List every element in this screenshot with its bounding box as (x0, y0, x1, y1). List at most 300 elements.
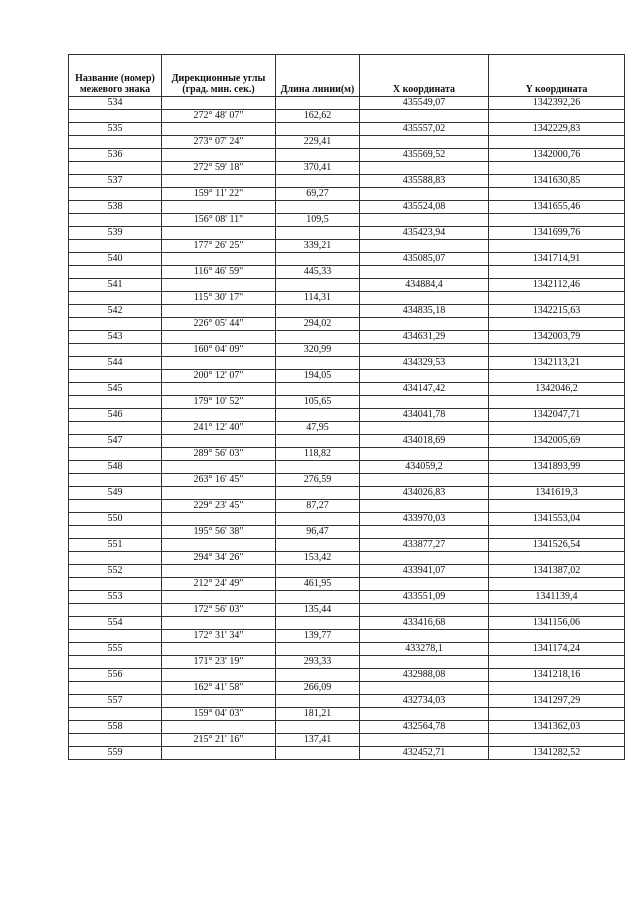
empty-cell (69, 682, 162, 695)
y-coordinate: 1342047,71 (489, 409, 625, 422)
empty-cell (489, 162, 625, 175)
empty-cell (276, 747, 360, 760)
point-name: 549 (69, 487, 162, 500)
empty-cell (489, 110, 625, 123)
empty-cell (360, 656, 489, 669)
point-name: 534 (69, 97, 162, 110)
direction-angle: 115° 30' 17" (162, 292, 276, 305)
point-row (69, 383, 625, 396)
y-coordinate: 1342392,26 (489, 97, 625, 110)
empty-cell (360, 396, 489, 409)
x-coordinate: 433941,07 (360, 565, 489, 578)
y-coordinate: 1341218,16 (489, 669, 625, 682)
empty-cell (360, 370, 489, 383)
empty-cell (162, 461, 276, 474)
direction-angle: 172° 31' 34" (162, 630, 276, 643)
empty-cell (162, 617, 276, 630)
x-coordinate: 434018,69 (360, 435, 489, 448)
empty-cell (489, 240, 625, 253)
empty-cell (276, 513, 360, 526)
line-length: 229,41 (276, 136, 360, 149)
direction-angle: 156° 08' 11" (162, 214, 276, 227)
y-coordinate: 1341893,99 (489, 461, 625, 474)
point-row (69, 149, 625, 162)
segment-row (69, 682, 625, 695)
empty-cell (360, 578, 489, 591)
table-body (69, 97, 625, 760)
x-coordinate: 435557,02 (360, 123, 489, 136)
x-coordinate: 435524,08 (360, 201, 489, 214)
point-name: 547 (69, 435, 162, 448)
header-y: Y координата (489, 55, 625, 97)
direction-angle: 200° 12' 07" (162, 370, 276, 383)
empty-cell (276, 721, 360, 734)
direction-angle: 159° 04' 03" (162, 708, 276, 721)
point-row (69, 747, 625, 760)
y-coordinate: 1342005,69 (489, 435, 625, 448)
empty-cell (276, 617, 360, 630)
empty-cell (489, 188, 625, 201)
empty-cell (360, 240, 489, 253)
x-coordinate: 435549,07 (360, 97, 489, 110)
empty-cell (489, 370, 625, 383)
direction-angle: 241° 12' 40" (162, 422, 276, 435)
point-name: 539 (69, 227, 162, 240)
line-length: 294,02 (276, 318, 360, 331)
y-coordinate: 1341174,24 (489, 643, 625, 656)
empty-cell (162, 721, 276, 734)
point-name: 543 (69, 331, 162, 344)
empty-cell (276, 253, 360, 266)
empty-cell (69, 240, 162, 253)
point-row (69, 175, 625, 188)
empty-cell (489, 500, 625, 513)
direction-angle: 116° 46' 59" (162, 266, 276, 279)
direction-angle: 289° 56' 03" (162, 448, 276, 461)
direction-angle: 171° 23' 19" (162, 656, 276, 669)
x-coordinate: 433278,1 (360, 643, 489, 656)
point-row (69, 513, 625, 526)
empty-cell (276, 227, 360, 240)
empty-cell (489, 604, 625, 617)
point-name: 553 (69, 591, 162, 604)
empty-cell (360, 474, 489, 487)
empty-cell (360, 110, 489, 123)
empty-cell (360, 214, 489, 227)
empty-cell (162, 227, 276, 240)
direction-angle: 172° 56' 03" (162, 604, 276, 617)
empty-cell (489, 214, 625, 227)
empty-cell (489, 630, 625, 643)
empty-cell (69, 604, 162, 617)
segment-row (69, 188, 625, 201)
empty-cell (69, 292, 162, 305)
point-row (69, 123, 625, 136)
point-row (69, 357, 625, 370)
line-length: 47,95 (276, 422, 360, 435)
empty-cell (162, 123, 276, 136)
x-coordinate: 433416,68 (360, 617, 489, 630)
empty-cell (69, 656, 162, 669)
empty-cell (69, 578, 162, 591)
x-coordinate: 434835,18 (360, 305, 489, 318)
empty-cell (489, 448, 625, 461)
empty-cell (360, 552, 489, 565)
empty-cell (69, 318, 162, 331)
empty-cell (276, 331, 360, 344)
empty-cell (276, 643, 360, 656)
point-row (69, 201, 625, 214)
empty-cell (162, 435, 276, 448)
point-name: 537 (69, 175, 162, 188)
segment-row (69, 214, 625, 227)
empty-cell (360, 682, 489, 695)
y-coordinate: 1341282,52 (489, 747, 625, 760)
x-coordinate: 434329,53 (360, 357, 489, 370)
empty-cell (360, 448, 489, 461)
empty-cell (276, 669, 360, 682)
direction-angle: 195° 56' 38" (162, 526, 276, 539)
segment-row (69, 266, 625, 279)
line-length: 266,09 (276, 682, 360, 695)
point-name: 555 (69, 643, 162, 656)
point-name: 538 (69, 201, 162, 214)
line-length: 105,65 (276, 396, 360, 409)
empty-cell (489, 344, 625, 357)
empty-cell (360, 526, 489, 539)
empty-cell (360, 318, 489, 331)
y-coordinate: 1341387,02 (489, 565, 625, 578)
line-length: 162,62 (276, 110, 360, 123)
y-coordinate: 1342112,46 (489, 279, 625, 292)
empty-cell (489, 526, 625, 539)
empty-cell (69, 552, 162, 565)
empty-cell (276, 591, 360, 604)
y-coordinate: 1341655,46 (489, 201, 625, 214)
empty-cell (162, 565, 276, 578)
x-coordinate: 432988,08 (360, 669, 489, 682)
header-name: Название (номер) межевого знака (69, 55, 162, 97)
empty-cell (162, 383, 276, 396)
empty-cell (276, 435, 360, 448)
empty-cell (69, 474, 162, 487)
empty-cell (162, 97, 276, 110)
x-coordinate: 435085,07 (360, 253, 489, 266)
segment-row (69, 708, 625, 721)
empty-cell (360, 708, 489, 721)
empty-cell (162, 487, 276, 500)
point-name: 545 (69, 383, 162, 396)
y-coordinate: 1342046,2 (489, 383, 625, 396)
empty-cell (69, 266, 162, 279)
empty-cell (489, 682, 625, 695)
empty-cell (276, 409, 360, 422)
x-coordinate: 435423,94 (360, 227, 489, 240)
empty-cell (360, 500, 489, 513)
line-length: 461,95 (276, 578, 360, 591)
empty-cell (69, 188, 162, 201)
empty-cell (360, 630, 489, 643)
empty-cell (162, 305, 276, 318)
direction-angle: 160° 04' 09" (162, 344, 276, 357)
segment-row (69, 240, 625, 253)
empty-cell (276, 305, 360, 318)
point-row (69, 487, 625, 500)
x-coordinate: 434041,78 (360, 409, 489, 422)
empty-cell (276, 357, 360, 370)
empty-cell (162, 201, 276, 214)
empty-cell (69, 214, 162, 227)
direction-angle: 159° 11' 22" (162, 188, 276, 201)
empty-cell (489, 734, 625, 747)
point-name: 546 (69, 409, 162, 422)
point-name: 551 (69, 539, 162, 552)
point-row (69, 669, 625, 682)
empty-cell (162, 175, 276, 188)
empty-cell (69, 344, 162, 357)
y-coordinate: 1341362,03 (489, 721, 625, 734)
empty-cell (69, 630, 162, 643)
empty-cell (360, 292, 489, 305)
segment-row (69, 396, 625, 409)
boundary-coordinates-table (68, 54, 625, 760)
segment-row (69, 474, 625, 487)
empty-cell (489, 552, 625, 565)
segment-row (69, 344, 625, 357)
line-length: 114,31 (276, 292, 360, 305)
y-coordinate: 1341630,85 (489, 175, 625, 188)
segment-row (69, 136, 625, 149)
direction-angle: 229° 23' 45" (162, 500, 276, 513)
y-coordinate: 1342113,21 (489, 357, 625, 370)
point-row (69, 721, 625, 734)
y-coordinate: 1341526,54 (489, 539, 625, 552)
x-coordinate: 434059,2 (360, 461, 489, 474)
empty-cell (162, 513, 276, 526)
line-length: 135,44 (276, 604, 360, 617)
empty-cell (489, 396, 625, 409)
x-coordinate: 432564,78 (360, 721, 489, 734)
empty-cell (360, 188, 489, 201)
empty-cell (489, 292, 625, 305)
point-row (69, 409, 625, 422)
point-row (69, 279, 625, 292)
segment-row (69, 500, 625, 513)
y-coordinate: 1341297,29 (489, 695, 625, 708)
line-length: 293,33 (276, 656, 360, 669)
empty-cell (360, 136, 489, 149)
point-name: 557 (69, 695, 162, 708)
empty-cell (276, 175, 360, 188)
line-length: 87,27 (276, 500, 360, 513)
direction-angle: 273° 07' 24" (162, 136, 276, 149)
point-row (69, 591, 625, 604)
empty-cell (489, 422, 625, 435)
point-name: 544 (69, 357, 162, 370)
point-row (69, 227, 625, 240)
line-length: 109,5 (276, 214, 360, 227)
point-name: 542 (69, 305, 162, 318)
direction-angle: 272° 59' 18" (162, 162, 276, 175)
header-angle: Дирекционные углы (град. мин. сек.) (162, 55, 276, 97)
point-row (69, 253, 625, 266)
direction-angle: 272° 48' 07" (162, 110, 276, 123)
point-row (69, 331, 625, 344)
empty-cell (489, 578, 625, 591)
point-name: 541 (69, 279, 162, 292)
empty-cell (276, 539, 360, 552)
empty-cell (489, 474, 625, 487)
segment-row (69, 656, 625, 669)
line-length: 339,21 (276, 240, 360, 253)
point-row (69, 539, 625, 552)
y-coordinate: 1342215,63 (489, 305, 625, 318)
empty-cell (276, 123, 360, 136)
empty-cell (489, 136, 625, 149)
point-row (69, 461, 625, 474)
x-coordinate: 435588,83 (360, 175, 489, 188)
point-name: 540 (69, 253, 162, 266)
empty-cell (69, 370, 162, 383)
empty-cell (276, 461, 360, 474)
empty-cell (162, 669, 276, 682)
point-name: 556 (69, 669, 162, 682)
point-name: 558 (69, 721, 162, 734)
x-coordinate: 432734,03 (360, 695, 489, 708)
empty-cell (162, 591, 276, 604)
point-name: 559 (69, 747, 162, 760)
x-coordinate: 434884,4 (360, 279, 489, 292)
y-coordinate: 1341139,4 (489, 591, 625, 604)
segment-row (69, 110, 625, 123)
empty-cell (162, 279, 276, 292)
x-coordinate: 435569,52 (360, 149, 489, 162)
empty-cell (276, 695, 360, 708)
segment-row (69, 552, 625, 565)
line-length: 153,42 (276, 552, 360, 565)
line-length: 181,21 (276, 708, 360, 721)
segment-row (69, 292, 625, 305)
segment-row (69, 604, 625, 617)
empty-cell (69, 110, 162, 123)
line-length: 118,82 (276, 448, 360, 461)
direction-angle: 294° 34' 26" (162, 552, 276, 565)
empty-cell (69, 526, 162, 539)
point-row (69, 97, 625, 110)
y-coordinate: 1341553,04 (489, 513, 625, 526)
point-name: 550 (69, 513, 162, 526)
line-length: 137,41 (276, 734, 360, 747)
empty-cell (69, 162, 162, 175)
empty-cell (162, 253, 276, 266)
point-row (69, 305, 625, 318)
empty-cell (276, 565, 360, 578)
segment-row (69, 370, 625, 383)
segment-row (69, 734, 625, 747)
y-coordinate: 1342003,79 (489, 331, 625, 344)
x-coordinate: 434147,42 (360, 383, 489, 396)
line-length: 370,41 (276, 162, 360, 175)
point-name: 552 (69, 565, 162, 578)
line-length: 276,59 (276, 474, 360, 487)
segment-row (69, 448, 625, 461)
segment-row (69, 526, 625, 539)
direction-angle: 263° 16' 45" (162, 474, 276, 487)
x-coordinate: 434026,83 (360, 487, 489, 500)
point-row (69, 565, 625, 578)
empty-cell (162, 409, 276, 422)
empty-cell (162, 357, 276, 370)
segment-row (69, 578, 625, 591)
y-coordinate: 1342229,83 (489, 123, 625, 136)
empty-cell (489, 318, 625, 331)
point-name: 535 (69, 123, 162, 136)
direction-angle: 226° 05' 44" (162, 318, 276, 331)
line-length: 139,77 (276, 630, 360, 643)
point-row (69, 617, 625, 630)
empty-cell (69, 448, 162, 461)
header-length: Длина линии(м) (276, 55, 360, 97)
empty-cell (69, 734, 162, 747)
empty-cell (276, 487, 360, 500)
x-coordinate: 433877,27 (360, 539, 489, 552)
empty-cell (360, 604, 489, 617)
empty-cell (162, 695, 276, 708)
header-x: X координата (360, 55, 489, 97)
empty-cell (162, 539, 276, 552)
empty-cell (276, 149, 360, 162)
empty-cell (162, 643, 276, 656)
direction-angle: 177° 26' 25" (162, 240, 276, 253)
segment-row (69, 318, 625, 331)
empty-cell (276, 279, 360, 292)
empty-cell (69, 422, 162, 435)
point-name: 548 (69, 461, 162, 474)
empty-cell (276, 383, 360, 396)
line-length: 69,27 (276, 188, 360, 201)
line-length: 194,05 (276, 370, 360, 383)
point-name: 554 (69, 617, 162, 630)
empty-cell (360, 162, 489, 175)
x-coordinate: 433970,03 (360, 513, 489, 526)
x-coordinate: 432452,71 (360, 747, 489, 760)
point-name: 536 (69, 149, 162, 162)
table-header-row (69, 55, 625, 97)
line-length: 445,33 (276, 266, 360, 279)
line-length: 320,99 (276, 344, 360, 357)
empty-cell (69, 396, 162, 409)
point-row (69, 435, 625, 448)
segment-row (69, 162, 625, 175)
y-coordinate: 1341699,76 (489, 227, 625, 240)
empty-cell (489, 656, 625, 669)
direction-angle: 162° 41' 58" (162, 682, 276, 695)
empty-cell (360, 734, 489, 747)
empty-cell (69, 708, 162, 721)
empty-cell (360, 266, 489, 279)
empty-cell (162, 331, 276, 344)
x-coordinate: 434631,29 (360, 331, 489, 344)
segment-row (69, 630, 625, 643)
empty-cell (489, 708, 625, 721)
direction-angle: 215° 21' 16" (162, 734, 276, 747)
line-length: 96,47 (276, 526, 360, 539)
empty-cell (69, 136, 162, 149)
y-coordinate: 1341619,3 (489, 487, 625, 500)
direction-angle: 212° 24' 49" (162, 578, 276, 591)
y-coordinate: 1341714,91 (489, 253, 625, 266)
x-coordinate: 433551,09 (360, 591, 489, 604)
